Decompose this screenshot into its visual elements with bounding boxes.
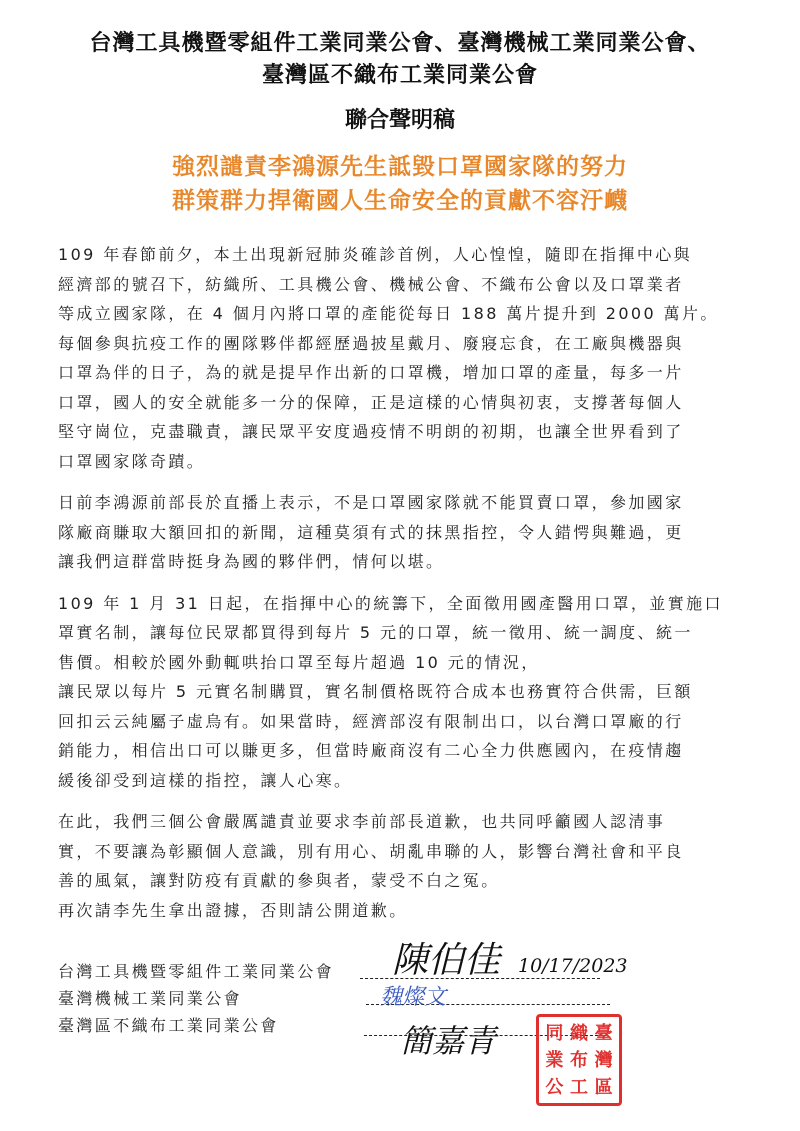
paragraph-2 [58, 488, 748, 577]
signatory-org-3: 臺灣區不織布工業同業公會 [58, 1016, 279, 1035]
seal-char: 織 [569, 1023, 588, 1044]
headline-line-2: 群策群力捍衛國人生命安全的貢獻不容汙衊 [172, 188, 628, 214]
signatory-org-2: 臺灣機械工業同業公會 [58, 989, 243, 1008]
document-header [0, 28, 800, 218]
text-line: 讓民眾以每片 5 元實名制購買，實名制價格既符合成本也務實符合供需，巨額 [58, 682, 693, 701]
signature-date: 10/17/2023 [518, 955, 628, 977]
text-line: 善的風氣，讓對防疫有貢獻的參與者，蒙受不白之冤。 [58, 871, 500, 890]
text-line: 109 年春節前夕，本土出現新冠肺炎確診首例，人心惶惶，隨即在指揮中心與 [58, 245, 693, 264]
text-line: 銷能力，相信出口可以賺更多，但當時廠商沒有二心全力供應國內，在疫情趨 [58, 741, 684, 760]
text-line: 經濟部的號召下，紡織所、工具機公會、機械公會、不織布公會以及口罩業者 [58, 274, 684, 294]
seal-char: 工 [569, 1077, 588, 1098]
text-line: 實，不要讓為彰顯個人意識，別有用心、胡亂串聯的人，影響台灣社會和平良 [58, 841, 684, 861]
seal-char: 臺 [594, 1023, 613, 1044]
text-line: 回扣云云純屬子虛烏有。如果當時，經濟部沒有限制出口，以台灣口罩廠的行 [58, 711, 684, 731]
paragraph-4 [58, 807, 748, 925]
text-line: 堅守崗位，克盡職責，讓民眾平安度過疫情不明朗的初期，也讓全世界看到了 [58, 422, 684, 441]
text-line: 在此，我們三個公會嚴厲譴責並要求李前部長道歉，也共同呼籲國人認清事 [58, 812, 666, 831]
headline [0, 150, 800, 218]
seal-char: 灣 [594, 1050, 613, 1071]
document-title: 聯合聲明稿 [344, 108, 455, 133]
text-line: 口罩國家隊奇蹟。 [58, 451, 206, 471]
paragraph-1 [58, 240, 748, 476]
text-line: 隊廠商賺取大額回扣的新聞，這種莫須有式的抹黑指控，令人錯愕與難過，更 [58, 522, 684, 542]
official-seal-stamp [536, 1014, 622, 1106]
signature-wei: 魏燦文 [380, 985, 447, 1010]
org-names-line-1: 台灣工具機暨零組件工業同業公會、臺灣機械工業同業公會、 [89, 31, 711, 56]
signatory-org-1: 台灣工具機暨零組件工業同業公會 [58, 962, 335, 981]
signature-jian: 簡嘉青 [400, 1022, 497, 1060]
text-line: 等成立國家隊，在 4 個月內將口罩的產能從每日 188 萬片提升到 2000 萬片。 [58, 304, 719, 323]
text-line: 售價。相較於國外動輒哄抬口罩至每片超過 10 元的情況， [58, 652, 540, 672]
text-line: 緩後卻受到這樣的指控，讓人心寒。 [58, 770, 353, 790]
text-line: 口罩，國人的安全就能多一分的保障，正是這樣的心情與初衷，支撐著每個人 [58, 392, 684, 412]
statement-body [58, 240, 748, 937]
seal-char: 區 [594, 1077, 613, 1098]
paragraph-3 [58, 589, 748, 796]
seal-char: 同 [545, 1023, 564, 1044]
text-line: 109 年 1 月 31 日起，在指揮中心的統籌下，全面徵用國產醫用口罩，並實施口 [58, 593, 723, 613]
text-line: 每個參與抗疫工作的團隊夥伴都經歷過披星戴月、廢寢忘食，在工廠與機器與 [58, 333, 684, 353]
headline-line-1: 強烈譴責李鴻源先生詆毀口罩國家隊的努力 [172, 154, 628, 180]
text-line: 讓我們這群當時挺身為國的夥伴們，情何以堪。 [58, 552, 445, 571]
text-line: 再次請李先生拿出證據，否則請公開道歉。 [58, 900, 408, 920]
text-line: 日前李鴻源前部長於直播上表示，不是口罩國家隊就不能買賣口罩，參加國家 [58, 493, 684, 512]
seal-char: 業 [545, 1050, 564, 1071]
text-line: 口罩為伴的日子，為的就是提早作出新的口罩機，增加口罩的產量，每多一片 [58, 363, 684, 382]
org-names-line-2: 臺灣區不織布工業同業公會 [261, 63, 538, 88]
seal-char: 公 [545, 1077, 564, 1098]
text-line: 罩實名制，讓每位民眾都買得到每片 5 元的口罩，統一徵用、統一調度、統一 [58, 623, 693, 642]
seal-char: 布 [569, 1050, 588, 1071]
signature-chen: 陳伯佳 [392, 940, 501, 981]
